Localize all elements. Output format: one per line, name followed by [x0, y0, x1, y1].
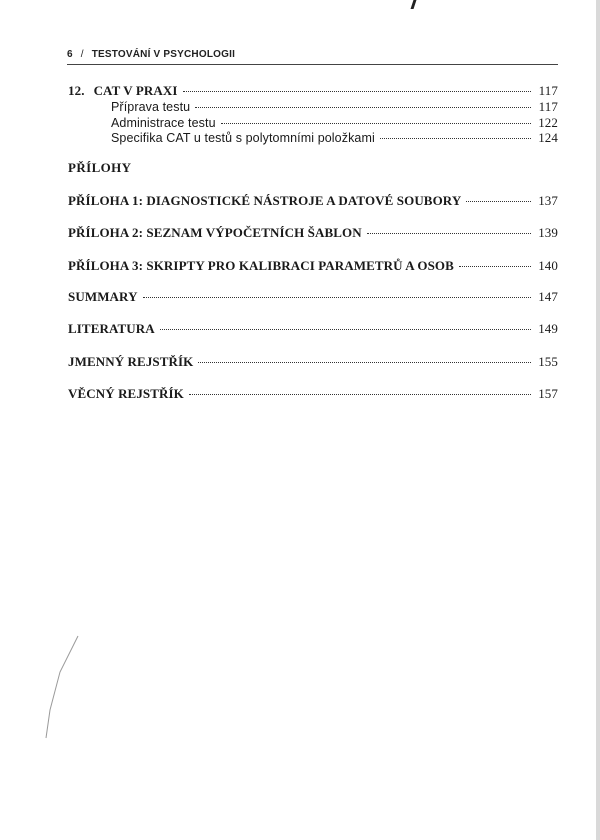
dot-leader — [183, 91, 532, 92]
toc-entry-label — [68, 83, 178, 99]
dot-leader — [459, 266, 531, 267]
dot-leader — [195, 107, 531, 108]
toc-entry[interactable] — [68, 225, 558, 241]
dot-leader — [143, 297, 531, 298]
entry-title: VĚCNÝ REJSTŘÍK — [68, 386, 184, 401]
dot-leader — [466, 201, 531, 202]
page-number: 117 — [538, 83, 558, 98]
header-separator: / — [80, 49, 84, 60]
toc-entry-chapter-12[interactable] — [68, 83, 558, 99]
toc-entry[interactable] — [68, 193, 558, 209]
page-number: 124 — [538, 130, 558, 145]
entry-title: JMENNÝ REJSTŘÍK — [68, 354, 194, 369]
entry-title: LITERATURA — [68, 321, 155, 336]
subentry-title: Administrace testu — [111, 116, 216, 130]
page-number: 155 — [538, 354, 558, 369]
page-number: 140 — [538, 258, 558, 273]
scan-mark — [411, 0, 417, 9]
page-number: 137 — [538, 193, 558, 208]
page-number: 117 — [538, 99, 558, 114]
page-number: 122 — [538, 115, 558, 130]
appendix-heading: PŘÍLOHY — [68, 160, 132, 175]
dot-leader — [367, 233, 531, 234]
toc-entry[interactable] — [68, 289, 558, 305]
dot-leader — [221, 123, 531, 124]
page-number: 149 — [538, 321, 558, 336]
entry-title: SUMMARY — [68, 289, 138, 304]
toc-entry[interactable] — [68, 321, 558, 337]
chapter-title: CAT V PRAXI — [93, 83, 178, 98]
header-running-title: TESTOVÁNÍ V PSYCHOLOGII — [91, 49, 236, 60]
toc-subentry[interactable] — [111, 115, 558, 131]
pencil-mark — [38, 632, 98, 742]
page-edge — [596, 0, 600, 840]
header-page-number: 6 — [67, 49, 73, 60]
dot-leader — [160, 329, 531, 330]
dot-leader — [198, 362, 531, 363]
chapter-number: 12. — [68, 83, 85, 98]
toc-entry[interactable] — [68, 386, 558, 402]
page-number: 157 — [538, 386, 558, 401]
entry-title: PŘÍLOHA 2: SEZNAM VÝPOČETNÍCH ŠABLON — [68, 225, 362, 240]
entry-title: PŘÍLOHA 1: DIAGNOSTICKÉ NÁSTROJE A DATOVÉ SOUBORY — [68, 193, 462, 208]
subentry-title: Příprava testu — [111, 100, 191, 114]
page-number: 139 — [538, 225, 558, 240]
entry-title: PŘÍLOHA 3: SKRIPTY PRO KALIBRACI PARAMETRŮ A OSOB — [68, 258, 454, 273]
dot-leader — [189, 394, 531, 395]
dot-leader — [380, 138, 531, 139]
toc-subentry[interactable] — [111, 99, 558, 115]
page-number: 147 — [538, 289, 558, 304]
running-header — [67, 49, 558, 60]
toc-subentry[interactable] — [111, 130, 558, 146]
toc-entry[interactable] — [68, 354, 558, 370]
header-rule — [67, 64, 558, 65]
toc-entry[interactable] — [68, 258, 558, 274]
subentry-title: Specifika CAT u testů s polytomními položkami — [111, 131, 375, 145]
